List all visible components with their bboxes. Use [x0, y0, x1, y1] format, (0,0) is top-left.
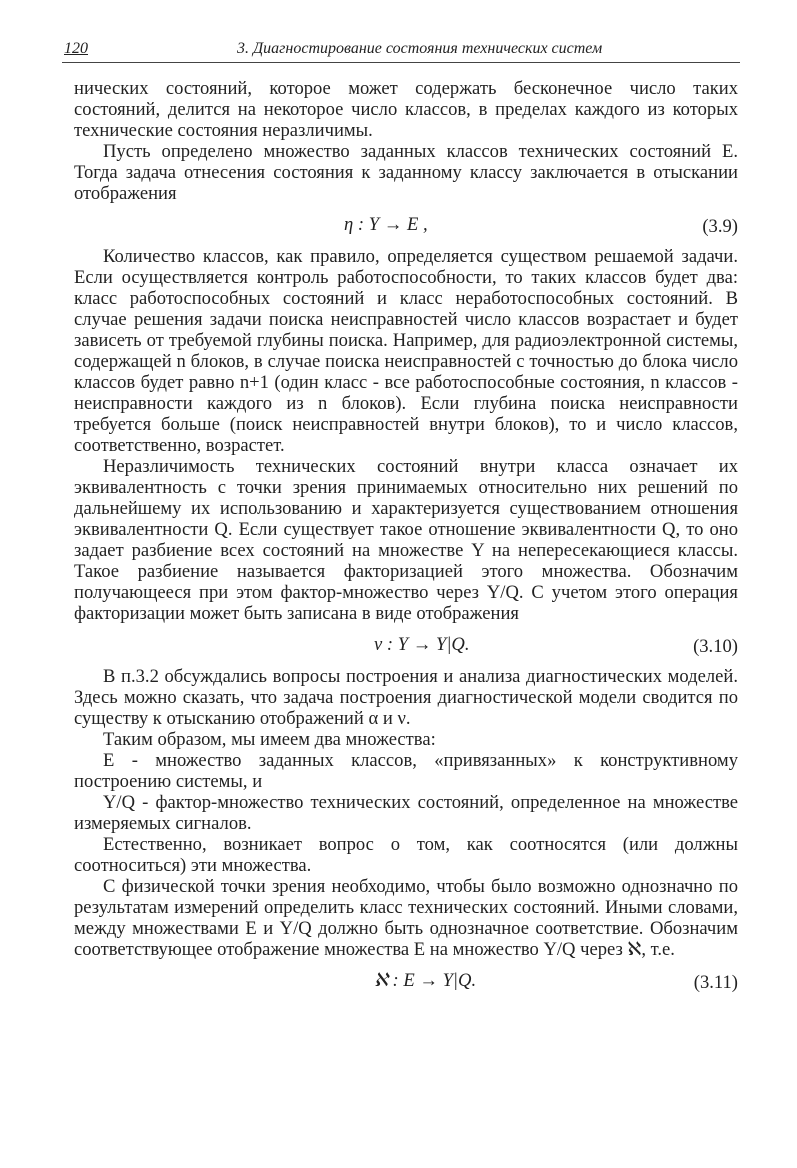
formula-3-9-expression: η : Y → E , [344, 214, 428, 235]
body-text [74, 78, 738, 1002]
formula-3-10-number: (3.10) [693, 636, 738, 657]
formula-3-9-number: (3.9) [702, 216, 738, 237]
paragraph-10: С физической точки зрения необходимо, чтобы было возможно однозначно по результатам измерений определить класс технических состояний. Иными словами, между множествами E и Y/Q должно быть однозначное соответствие. Обозначим соответствующее отображение множества E на множество Y/Q через ℵ, т.е. [74, 876, 738, 960]
paragraph-1: нических состояний, которое может содержать бесконечное число таких состояний, делится на некоторое число классов, в пределах каждого из которых технические состояния неразличимы. [74, 78, 738, 141]
paragraph-6: Таким образом, мы имеем два множества: [103, 729, 436, 750]
paragraph-9: Естественно, возникает вопрос о том, как соотносятся (или должны соотноситься) эти множества. [74, 834, 738, 876]
formula-3-11 [74, 962, 738, 996]
paragraph-2: Пусть определено множество заданных классов технических состояний E. Тогда задача отнесения состояния к заданному классу заключается в отыскании отображения [74, 141, 738, 204]
formula-3-11-expression: ℵ : E → Y|Q. [374, 970, 477, 991]
paragraph-8: Y/Q - фактор-множество технических состояний, определенное на множестве измеряемых сигналов. [74, 792, 738, 834]
page-number: 120 [64, 40, 88, 57]
formula-3-10-expression: ν : Y → Y|Q. [374, 634, 470, 655]
formula-3-9 [74, 206, 738, 240]
formula-3-11-number: (3.11) [693, 972, 738, 993]
paragraph-5: В п.3.2 обсуждались вопросы построения и анализа диагностических моделей. Здесь можно сказать, что задача построения диагностической модели сводится по существу к отысканию отображений α и ν. [74, 666, 738, 729]
page-header [62, 38, 740, 63]
formula-3-10 [74, 626, 738, 660]
paragraph-4: Неразличимость технических состояний внутри класса означает их эквивалентность с точки зрения принимаемых относительно них решений по дальнейшему их использованию и характеризуется существованием отношения эквивалентности Q. Если существует такое отношение эквивалентности Q, то оно задает разбиение всех состояний на множестве Y на непересекающиеся классы. Такое разбиение называется факторизацией этого множества. Обозначим получающееся при этом фактор-множество через Y/Q. С учетом этого операция факторизации может быть записана в виде отображения [74, 456, 738, 624]
running-title: 3. Диагностирование состояния технических систем [237, 40, 603, 57]
paragraph-7: E - множество заданных классов, «привязанных» к конструктивному построению системы, и [74, 750, 738, 792]
paragraph-3: Количество классов, как правило, определяется существом решаемой задачи. Если осуществляется контроль работоспособности, то таких классов будет два: класс работоспособных состояний и класс неработоспособных состояний. В случае решения задачи поиска неисправностей число классов возрастает и будет зависеть от требуемой глубины поиска. Например, для радиоэлектронной системы, содержащей n блоков, в случае поиска неисправностей с точностью до блока число классов будет равно n+1 (один класс - все работоспособные состояния, n классов - неисправности каждого из n блоков). Если глубина поиска неисправности требуется больше (поиск неисправностей внутри блоков), то и число классов, соответственно, возрастет. [74, 246, 738, 456]
